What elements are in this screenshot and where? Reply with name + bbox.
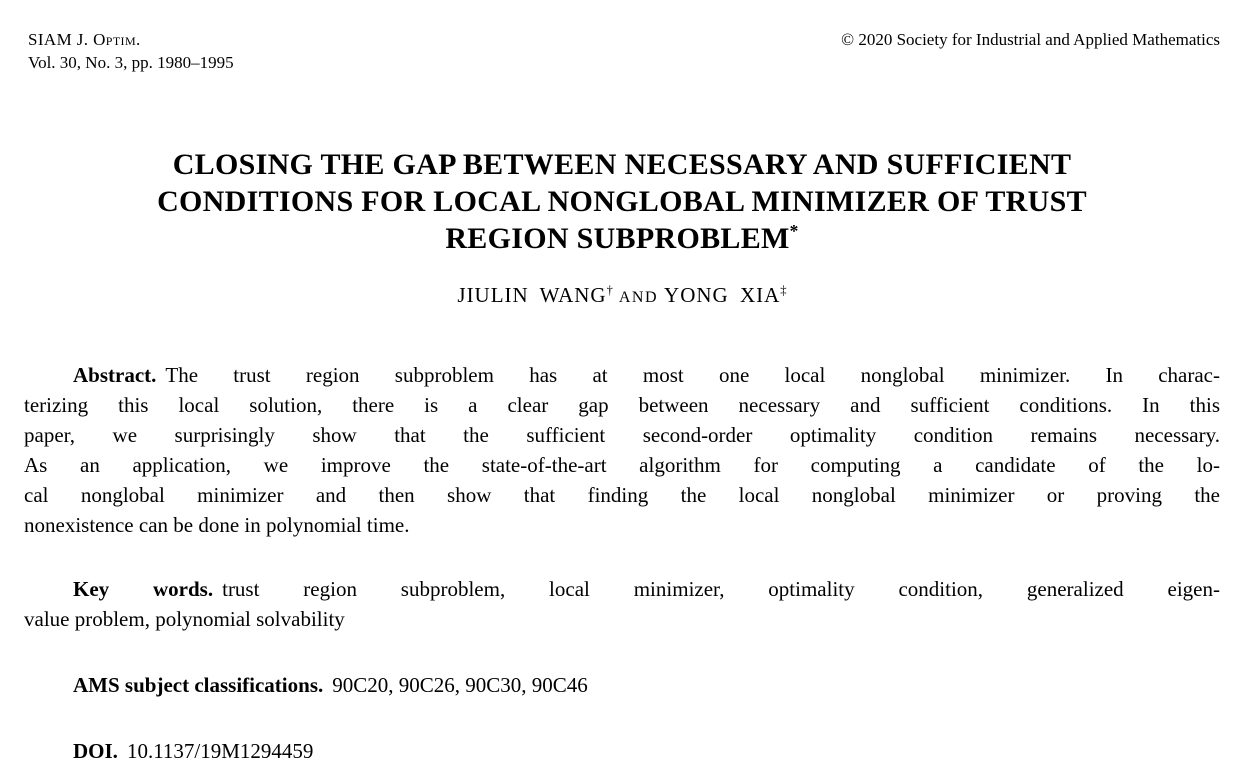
abstract-line: nonexistence can be done in polynomial time. — [24, 513, 410, 537]
ams-line — [24, 670, 1220, 700]
authors-connector: AND — [618, 289, 659, 306]
author-1-footnote-mark: † — [606, 283, 613, 297]
abstract-line: paper, we surprisingly show that the sufficient second-order optimality condition remains necessary. — [24, 423, 1220, 447]
abstract-line: terizing this local solution, there is a clear gap between necessary and sufficient conditions. In this — [24, 393, 1220, 417]
author-1-name: JIULIN WANG — [457, 283, 607, 307]
paper-title-line-1: CLOSING THE GAP BETWEEN NECESSARY AND SUFFICIENT — [172, 148, 1072, 181]
journal-masthead — [24, 28, 1220, 74]
keywords-line: value problem, polynomial solvability — [24, 607, 345, 631]
doi-line — [24, 736, 1220, 766]
doi-section — [24, 736, 1220, 766]
author-2-name: YONG XIA — [664, 283, 781, 307]
ams-label: AMS subject classifications. — [73, 673, 324, 697]
ams-classification-section — [24, 670, 1220, 700]
ams-codes: 90C20, 90C26, 90C30, 90C46 — [332, 673, 588, 697]
journal-name: SIAM J. Optim. — [28, 30, 141, 49]
abstract-text: The trust region subproblem has at most one local nonglobal minimizer. In charac- — [165, 363, 1220, 387]
paper-title-line-2: CONDITIONS FOR LOCAL NONGLOBAL MINIMIZER OF TRUST — [157, 185, 1087, 218]
keywords-section — [24, 574, 1220, 634]
paper-title — [24, 146, 1220, 257]
title-footnote-mark: * — [789, 221, 799, 241]
keywords-text: trust region subproblem, local minimizer, optimality condition, generalized eigen- — [222, 577, 1220, 601]
paper-title-line-3 — [24, 220, 1220, 257]
copyright-notice: © 2020 Society for Industrial and Applied Mathematics — [841, 30, 1220, 49]
journal-info — [24, 28, 234, 74]
doi-value: 10.1137/19M1294459 — [126, 739, 314, 763]
abstract-label: Abstract. — [73, 363, 157, 387]
author-2-footnote-mark: ‡ — [780, 283, 787, 297]
doi-label: DOI. — [73, 739, 118, 763]
journal-volume-info: Vol. 30, No. 3, pp. 1980–1995 — [28, 53, 234, 72]
abstract-line: As an application, we improve the state-of-the-art algorithm for computing a candidate of the lo- — [24, 453, 1220, 477]
authors-line — [24, 281, 1220, 312]
keywords-line — [24, 574, 1220, 604]
keywords-label: Key words. — [73, 577, 214, 601]
abstract-section — [24, 360, 1220, 540]
abstract-line — [24, 360, 1220, 390]
paper-title-line-3-text: REGION SUBPROBLEM — [445, 222, 790, 255]
abstract-line: cal nonglobal minimizer and then show that finding the local nonglobal minimizer or proving the — [24, 483, 1220, 507]
